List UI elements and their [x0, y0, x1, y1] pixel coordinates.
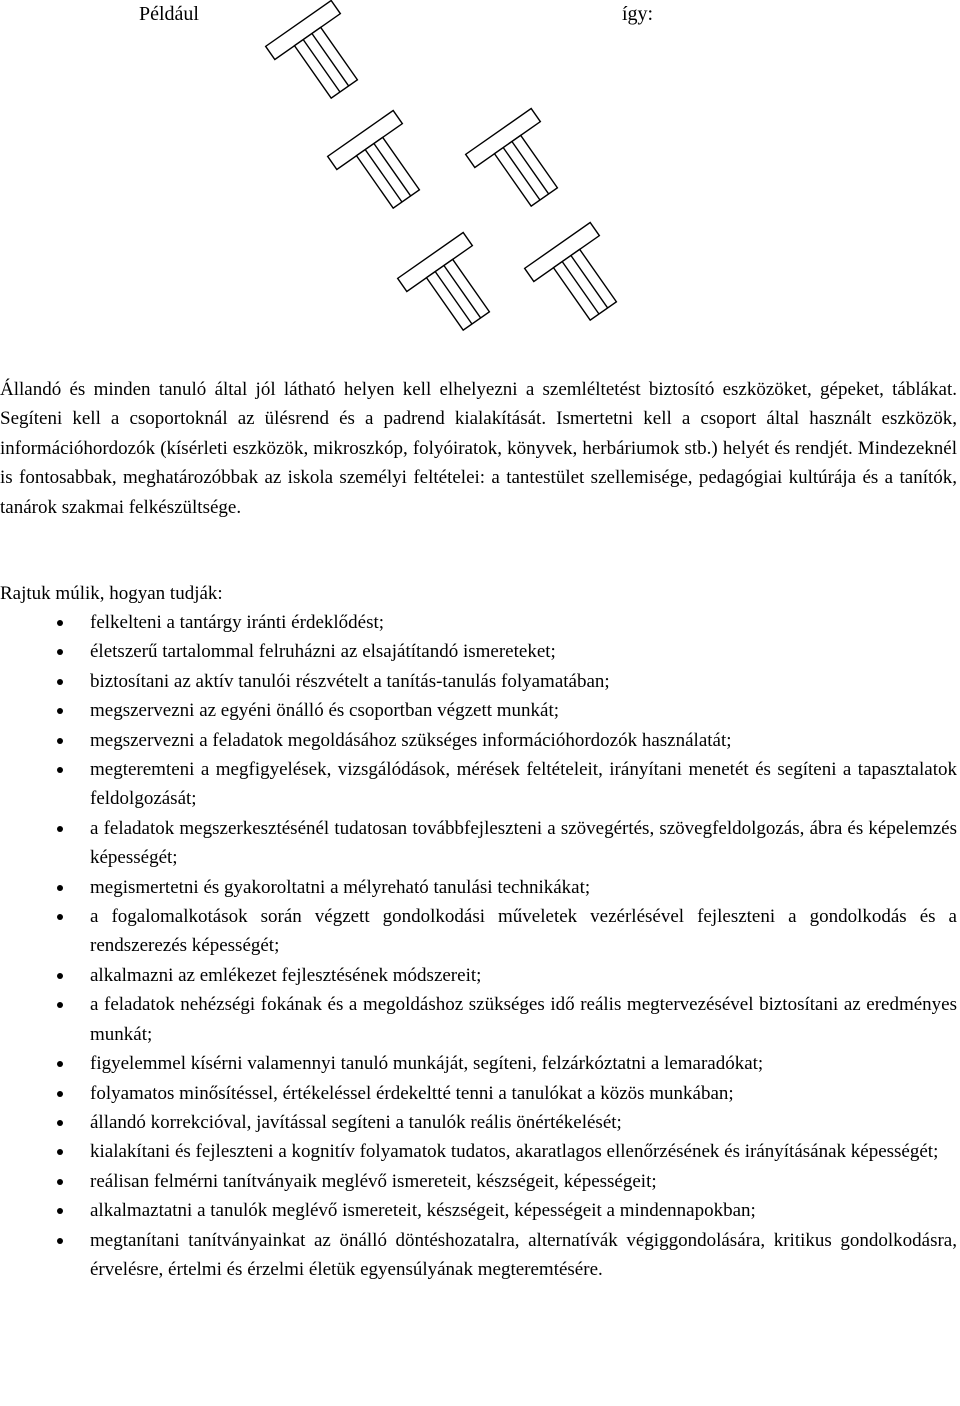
list-item: megismertetni és gyakoroltatni a mélyreható tanulási technikákat; [0, 873, 957, 902]
list-item: életszerű tartalommal felruházni az elsajátítandó ismereteket; [0, 637, 957, 666]
list-item: a feladatok nehézségi fokának és a megoldáshoz szükséges idő reális megtervezésével biztosítani az eredményes munkát; [0, 990, 957, 1049]
list-item: felkelteni a tantárgy iránti érdeklődést; [0, 608, 957, 637]
list-item: megteremteni a megfigyelések, vizsgálódások, mérések feltételeit, irányítani menetét és segíteni a tapasztalatok feldolgozását; [0, 755, 957, 814]
list-item: folyamatos minősítéssel, értékeléssel érdekeltté tenni a tanulókat a közös munkában; [0, 1079, 957, 1108]
list-item: alkalmaztatni a tanulók meglévő ismereteit, készségeit, képességeit a mindennapokban; [0, 1196, 957, 1225]
list-item: biztosítani az aktív tanulói részvételt a tanítás-tanulás folyamatában; [0, 667, 957, 696]
list-item: megszervezni az egyéni önálló és csoportban végzett munkát; [0, 696, 957, 725]
list-item: megszervezni a feladatok megoldásához szükséges információhordozók használatát; [0, 726, 957, 755]
list-item: állandó korrekcióval, javítással segíteni a tanulók reális önértékelését; [0, 1108, 957, 1137]
desk-shape-3 [398, 233, 509, 344]
desk-shape-4 [466, 109, 577, 220]
list-item: megtanítani tanítványainkat az önálló döntéshozatalra, alternatívák végiggondolására, kritikus gondolkodásra, érvelésre, értelmi és érzelmi életük egyensúlyának megteremtésére. [0, 1226, 957, 1285]
desk-arrangement-figure [0, 0, 960, 345]
intro-paragraph: Állandó és minden tanuló által jól látható helyen kell elhelyezni a szemléltetést biztosító eszközöket, gépeket, táblákat. Segíteni kell a csoportoknál az ülésrend és a padrend kialakítását. Ismertetni kell a csoport által használt eszközök, információhordozók (kísérleti eszközök, mikroszkóp, folyóiratok, könyvek, herbáriumok stb.) helyét és rendjét. Mindezeknél is fontosabbak, meghatározóbbak az iskola személyi feltételei: a tantestület szellemisége, pedagógiai kultúrája és a tanítók, tanárok szakmai felkészültsége. [0, 379, 957, 518]
list-item: kialakítani és fejleszteni a kognitív folyamatok tudatos, akaratlagos ellenőrzésének és irányításának képességét; [0, 1137, 957, 1166]
header-word-right: így: [622, 3, 654, 25]
desk-shape-2 [328, 111, 439, 222]
list-intro: Rajtuk múlik, hogyan tudják: [0, 583, 223, 604]
bullet-list [0, 608, 957, 1284]
list-item: alkalmazni az emlékezet fejlesztésének módszereit; [0, 961, 957, 990]
desk-shape-5 [525, 223, 636, 334]
header-word-left: Például [139, 3, 199, 25]
desk-shape-1 [266, 1, 377, 112]
list-item: reálisan felmérni tanítványaik meglévő ismereteit, készségeit, képességeit; [0, 1167, 957, 1196]
list-item: a fogalomalkotások során végzett gondolkodási műveletek vezérlésével fejleszteni a gondolkodás és a rendszerezés képességét; [0, 902, 957, 961]
list-item: figyelemmel kísérni valamennyi tanuló munkáját, segíteni, felzárkóztatni a lemaradókat; [0, 1049, 957, 1078]
list-item: a feladatok megszerkesztésénél tudatosan továbbfejleszteni a szövegértés, szövegfeldolgozás, ábra és képelemzés képességét; [0, 814, 957, 873]
